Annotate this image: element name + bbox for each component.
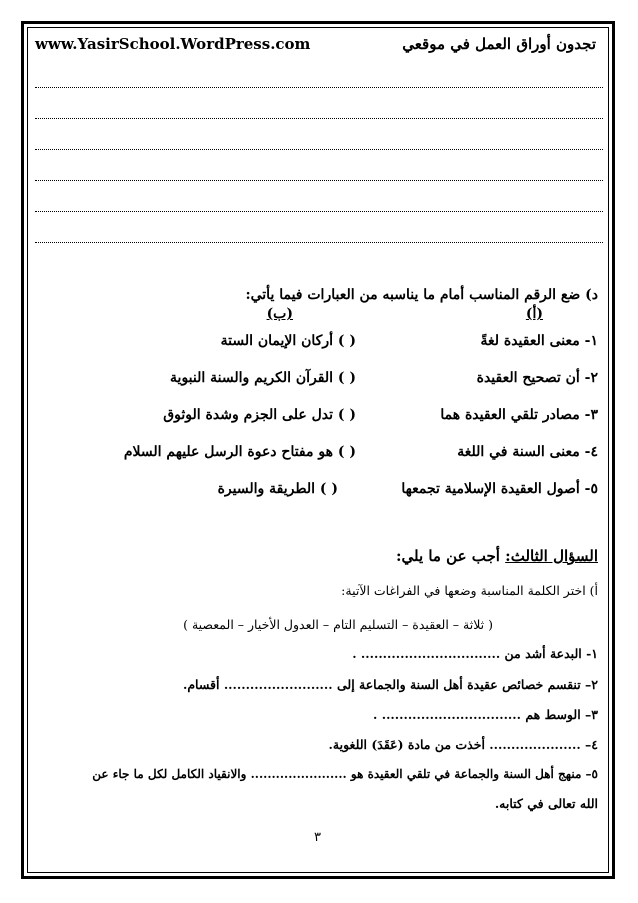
answer-line [35,179,603,181]
item-b: ( ) أركان الإيمان الستة [220,333,356,349]
answer-line [35,86,603,88]
item-a: ٥- أصول العقيدة الإسلامية تجمعها [401,481,598,497]
fill-line: ٢– تنقسم خصائص عقيدة أهل السنة والجماعة إلى ......................... أقسام. [182,677,598,692]
item-b: ( ) الطريقة والسيرة [217,481,338,497]
word-choices: ( ثلاثة – العقيدة – التسليم التام – العدول الأخيار – المعصية ) [183,617,493,632]
answer-line [35,148,603,150]
header-url: www.YasirSchool.WordPress.com [35,35,311,53]
fill-line: ٣– الوسط هم ................................ . [373,707,598,722]
fill-line-continued: الله تعالى في كتابه. [494,796,598,811]
answer-line [35,210,603,212]
fill-line: ٥– منهج أهل السنة والجماعة في تلقي العقيدة هو ....................... والانقياد الكامل لكل ما جاء عن [92,767,598,781]
answer-line [35,117,603,119]
item-b: ( ) هو مفتاح دعوة الرسل عليهم السلام [123,444,356,460]
column-a-heading: (أ) [525,306,543,322]
header-site-note: تجدون أوراق العمل في موقعي [402,35,596,53]
item-a: ٤- معنى السنة في اللغة [457,444,598,460]
item-b: ( ) تدل على الجزم وشدة الوثوق [163,407,356,423]
item-a: ٢- أن تصحيح العقيدة [476,370,598,386]
question-three-label: السؤال الثالث: [505,547,598,565]
column-b-heading: (ب) [266,306,293,322]
item-a: ١- معنى العقيدة لغةً [480,333,598,349]
section-d-title: د) ضع الرقم المناسب أمام ما يناسبه من العبارات فيما يأتي: [245,287,598,303]
sub-question-a: أ) اختر الكلمة المناسبة وضعها في الفراغات الآتية: [341,583,598,598]
page-number: ٣ [314,830,321,845]
item-a: ٣- مصادر تلقي العقيدة هما [440,407,598,423]
fill-line: ٤– ..................... أخذت من مادة (عَقَدَ) اللغوية. [328,737,598,752]
fill-line: ١- البدعة أشد من ................................ . [352,646,598,661]
answer-line [35,241,603,243]
item-b: ( ) القرآن الكريم والسنة النبوية [170,370,356,386]
question-three-title [396,547,598,565]
question-three-instruction: أجب عن ما يلي: [395,547,506,565]
